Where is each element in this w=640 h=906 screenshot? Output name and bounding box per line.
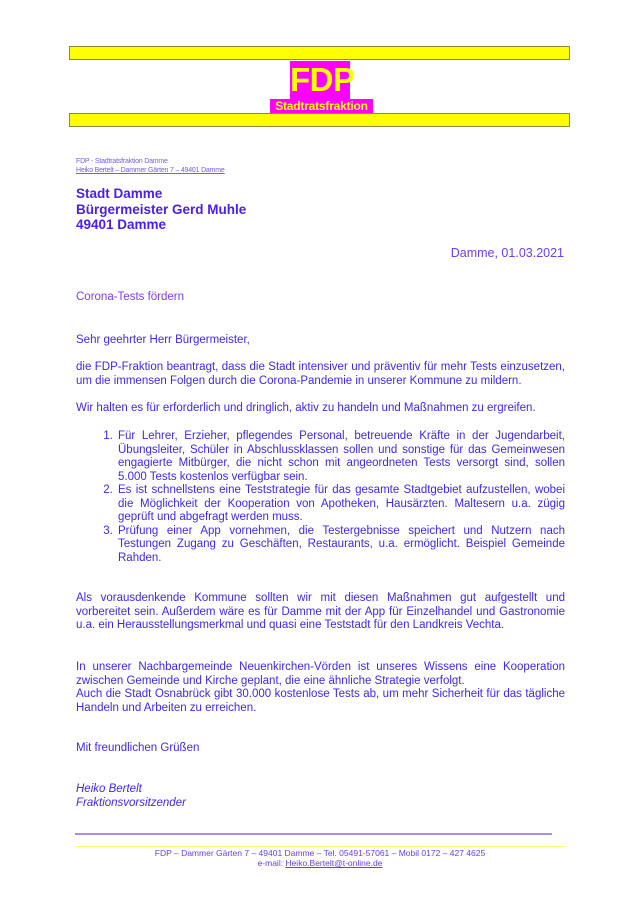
footer-divider-yellow xyxy=(75,846,565,847)
list-item: 1. Für Lehrer, Erzieher, pflegendes Personal, betreuende Kräfte in der Jugendarbeit, Übungsleiter, Schüler in Abschlussklassen sollen und sonstige für das Gemeinwesen engagierte Mitbürger, die nicht schon mit angeordneten Tests versorgt sind, sollen 5.000 Tests kostenlos verfügbar sein. xyxy=(116,430,565,484)
footer-email-line xyxy=(75,858,565,868)
signature xyxy=(76,783,186,810)
paragraph: Wir halten es für erforderlich und dringlich, aktiv zu handeln und Maßnahmen zu ergreifen. xyxy=(76,402,536,414)
salutation: Sehr geehrter Herr Bürgermeister, xyxy=(76,334,250,346)
list-item: 3. Prüfung einer App vornehmen, die Testergebnisse speichert und Nutzern nach Testungen Zugang zu Geschäften, Restaurants, u.a. ermöglicht. Beispiel Gemeinde Rahden. xyxy=(116,525,565,566)
recipient-line-3: 49401 Damme xyxy=(76,217,167,232)
paragraph: die FDP-Fraktion beantragt, dass die Stadt intensiver und präventiv für mehr Tests einzusetzen, um die immensen Folgen durch die Corona-Pandemie in unserer Kommune zu mildern. xyxy=(76,361,565,387)
paragraph: In unserer Nachbargemeinde Neuenkirchen-Vörden ist unseres Wissens eine Kooperation zwischen Gemeinde und Kirche geplant, die eine ähnliche Strategie verfolgt. xyxy=(76,661,565,687)
request-list xyxy=(76,430,565,565)
sender-address xyxy=(76,157,225,175)
paragraph: Auch die Stadt Osnabrück gibt 30.000 kostenlose Tests ab, um mehr Sicherheit für das tägliche Handeln und Arbeiten zu erreichen. xyxy=(76,688,565,714)
signature-name: Heiko Bertelt xyxy=(76,783,142,795)
recipient-line-1: Stadt Damme xyxy=(76,186,163,201)
recipient-line-2: Bürgermeister Gerd Muhle xyxy=(76,201,247,217)
letter-date: Damme, 01.03.2021 xyxy=(450,246,564,260)
recipient-address xyxy=(76,186,246,233)
fdp-logo-subtitle: Stadtratsfraktion xyxy=(270,99,373,113)
sender-line-2: Heiko Bertelt – Dammer Gärten 7 – 49401 Damme xyxy=(76,167,225,174)
letter-subject: Corona-Tests fördern xyxy=(76,291,185,303)
closing: Mit freundlichen Grüßen xyxy=(76,742,200,754)
list-item: 2. Es ist schnellstens eine Teststrategie für das gesamte Stadtgebiet aufzustellen, wobei die Möglichkeit der Kooperation von Apotheken, Hausärzten. Maltesern u.a. zügig geprüft und abgefragt werden muss. xyxy=(116,484,565,525)
footer-divider xyxy=(75,833,552,835)
footer-email-label: e-mail: xyxy=(257,858,286,868)
sender-line-1: FDP - Stadtratsfraktion Damme xyxy=(76,158,168,165)
paragraph: Als vorausdenkende Kommune sollten wir mit diesen Maßnahmen gut aufgestellt und vorbereitet sein. Außerdem wäre es für Damme mit der App für Einzelhandel und Gastronomie u.a. ein Herausstellungsmerkmal und quasi eine Teststadt für den Landkreis Vechta. xyxy=(76,592,565,631)
footer-contact: FDP – Dammer Gärten 7 – 49401 Damme – Tel. 05491-57061 – Mobil 0172 – 427 4625 xyxy=(154,848,486,858)
signature-title: Fraktionsvorsitzender xyxy=(76,796,186,809)
fdp-logo: FDP xyxy=(290,61,355,98)
letterhead-bar-top xyxy=(69,46,570,60)
footer-email-link[interactable]: Heiko.Bertelt@t-online.de xyxy=(285,858,383,868)
letterhead-bar-bottom xyxy=(69,113,570,127)
